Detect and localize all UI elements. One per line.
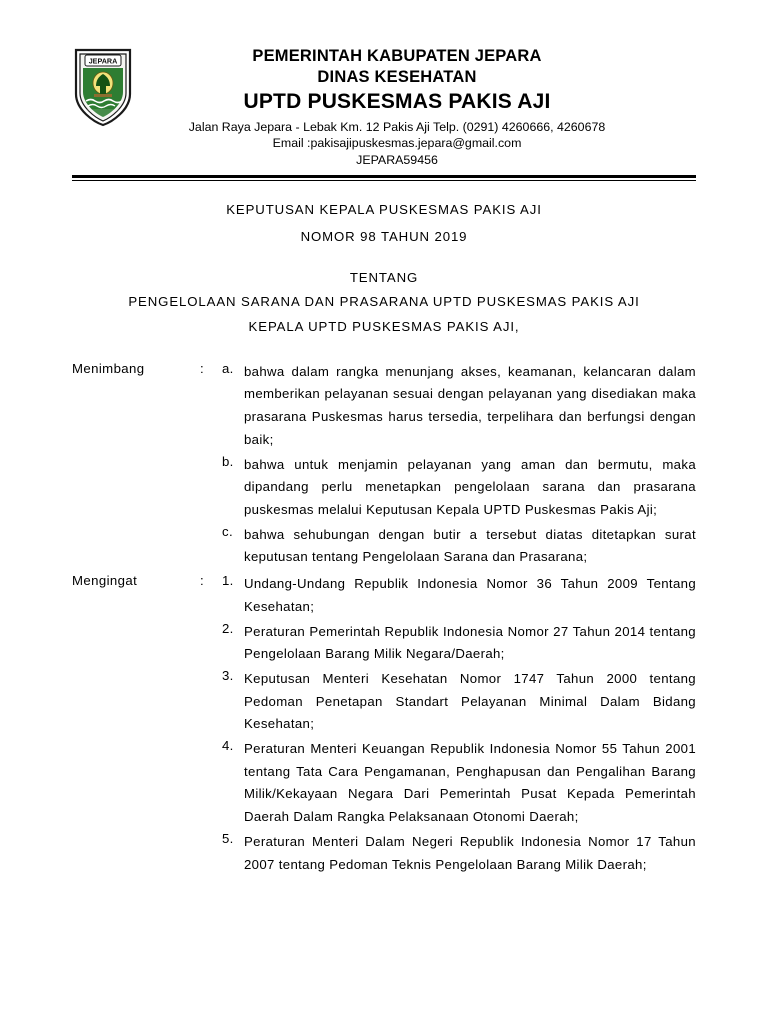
clause-items-mengingat — [222, 573, 696, 878]
list-item — [222, 738, 696, 829]
list-item-marker: 1. — [222, 573, 234, 589]
document-body — [0, 181, 768, 878]
letterhead-line-department: DINAS KESEHATAN — [317, 67, 477, 86]
decree-heading: KEPUTUSAN KEPALA PUSKESMAS PAKIS AJI — [226, 201, 542, 217]
list-item-marker: a. — [222, 360, 234, 376]
list-item-marker: 2. — [222, 620, 234, 636]
list-item — [222, 573, 696, 618]
decree-number: NOMOR 98 TAHUN 2019 — [300, 228, 468, 244]
list-item-text: Keputusan Menteri Kesehatan Nomor 1747 Tahun 2000 tentang Pedoman Penetapan Standart Pelayanan Minimal Dalam Bidang Kesehatan; — [244, 670, 696, 732]
list-item-text: Peraturan Menteri Dalam Negeri Republik Indonesia Nomor 17 Tahun 2007 tentang Pedoman Teknis Pengelolaan Barang Milik Daerah; — [244, 833, 696, 872]
letterhead-line-unit: UPTD PUSKESMAS PAKIS AJI — [243, 90, 551, 114]
clause-colon-menimbang: : — [200, 360, 205, 376]
decree-about-label: TENTANG — [349, 270, 419, 286]
clause-label-menimbang: Menimbang — [72, 360, 145, 376]
clause-menimbang — [72, 361, 696, 571]
jepara-crest-logo — [72, 46, 134, 128]
letterhead — [0, 0, 768, 169]
list-item — [222, 524, 696, 569]
clause-colon-mengingat: : — [200, 573, 205, 589]
list-item-marker: 4. — [222, 738, 234, 754]
letterhead-line-address: Jalan Raya Jepara - Lebak Km. 12 Pakis Aji Telp. (0291) 4260666, 4260678 — [188, 119, 606, 134]
list-item-marker: c. — [222, 523, 233, 539]
svg-text:JEPARA: JEPARA — [88, 56, 118, 66]
list-item — [222, 668, 696, 736]
list-item-text: Peraturan Pemerintah Republik Indonesia Nomor 27 Tahun 2014 tentang Pengelolaan Barang Milik Negara/Daerah; — [244, 623, 696, 662]
clause-label-mengingat: Mengingat — [72, 573, 138, 589]
divider-thick-line — [72, 175, 696, 178]
decree-issuer: KEPALA UPTD PUSKESMAS PAKIS AJI, — [248, 318, 520, 334]
clause-mengingat — [72, 573, 696, 878]
letterhead-line-email: Email :pakisajipuskesmas.jepara@gmail.com — [272, 136, 522, 151]
list-item — [222, 361, 696, 452]
clause-items-menimbang — [222, 361, 696, 571]
list-item — [222, 621, 696, 666]
decree-subject: PENGELOLAAN SARANA DAN PRASARANA UPTD PUSKESMAS PAKIS AJI — [128, 294, 640, 310]
list-item-text: Peraturan Menteri Keuangan Republik Indonesia Nomor 55 Tahun 2001 tentang Tata Cara Pengamanan, Penghapusan dan Pengalihan Barang Milik/Kekayaan Negara Dari Pemerintah Pusat Kepada Pemerintah Daerah Dalam Rangka Pelaksanaan Otonomi Daerah; — [244, 741, 696, 825]
letterhead-line-government: PEMERINTAH KABUPATEN JEPARA — [252, 47, 542, 65]
list-item-marker: 3. — [222, 667, 234, 683]
list-item-text: bahwa sehubungan dengan butir a tersebut diatas ditetapkan surat keputusan tentang Pengelolaan Sarana dan Prasarana; — [244, 526, 696, 565]
list-item-text: bahwa untuk menjamin pelayanan yang aman dan bermutu, maka dipandang perlu menetapkan pengelolaan sarana dan prasarana puskesmas melalui Keputusan Kepala UPTD Puskesmas Pakis Aji; — [244, 456, 696, 517]
list-item-text: bahwa dalam rangka menunjang akses, keamanan, kelancaran dalam memberikan pelayanan sesuai dengan pelayanan yang disediakan maka prasarana Puskesmas harus tersedia, terpelihara dan berfungsi dengan baik; — [244, 363, 696, 447]
list-item-marker: b. — [222, 453, 234, 469]
list-item — [222, 831, 696, 876]
letterhead-line-postal: JEPARA59456 — [356, 153, 438, 168]
list-item-text: Undang-Undang Republik Indonesia Nomor 36 Tahun 2009 Tentang Kesehatan; — [244, 576, 696, 614]
list-item-marker: 5. — [222, 830, 234, 846]
letterhead-text — [98, 46, 696, 169]
list-item — [222, 454, 696, 522]
